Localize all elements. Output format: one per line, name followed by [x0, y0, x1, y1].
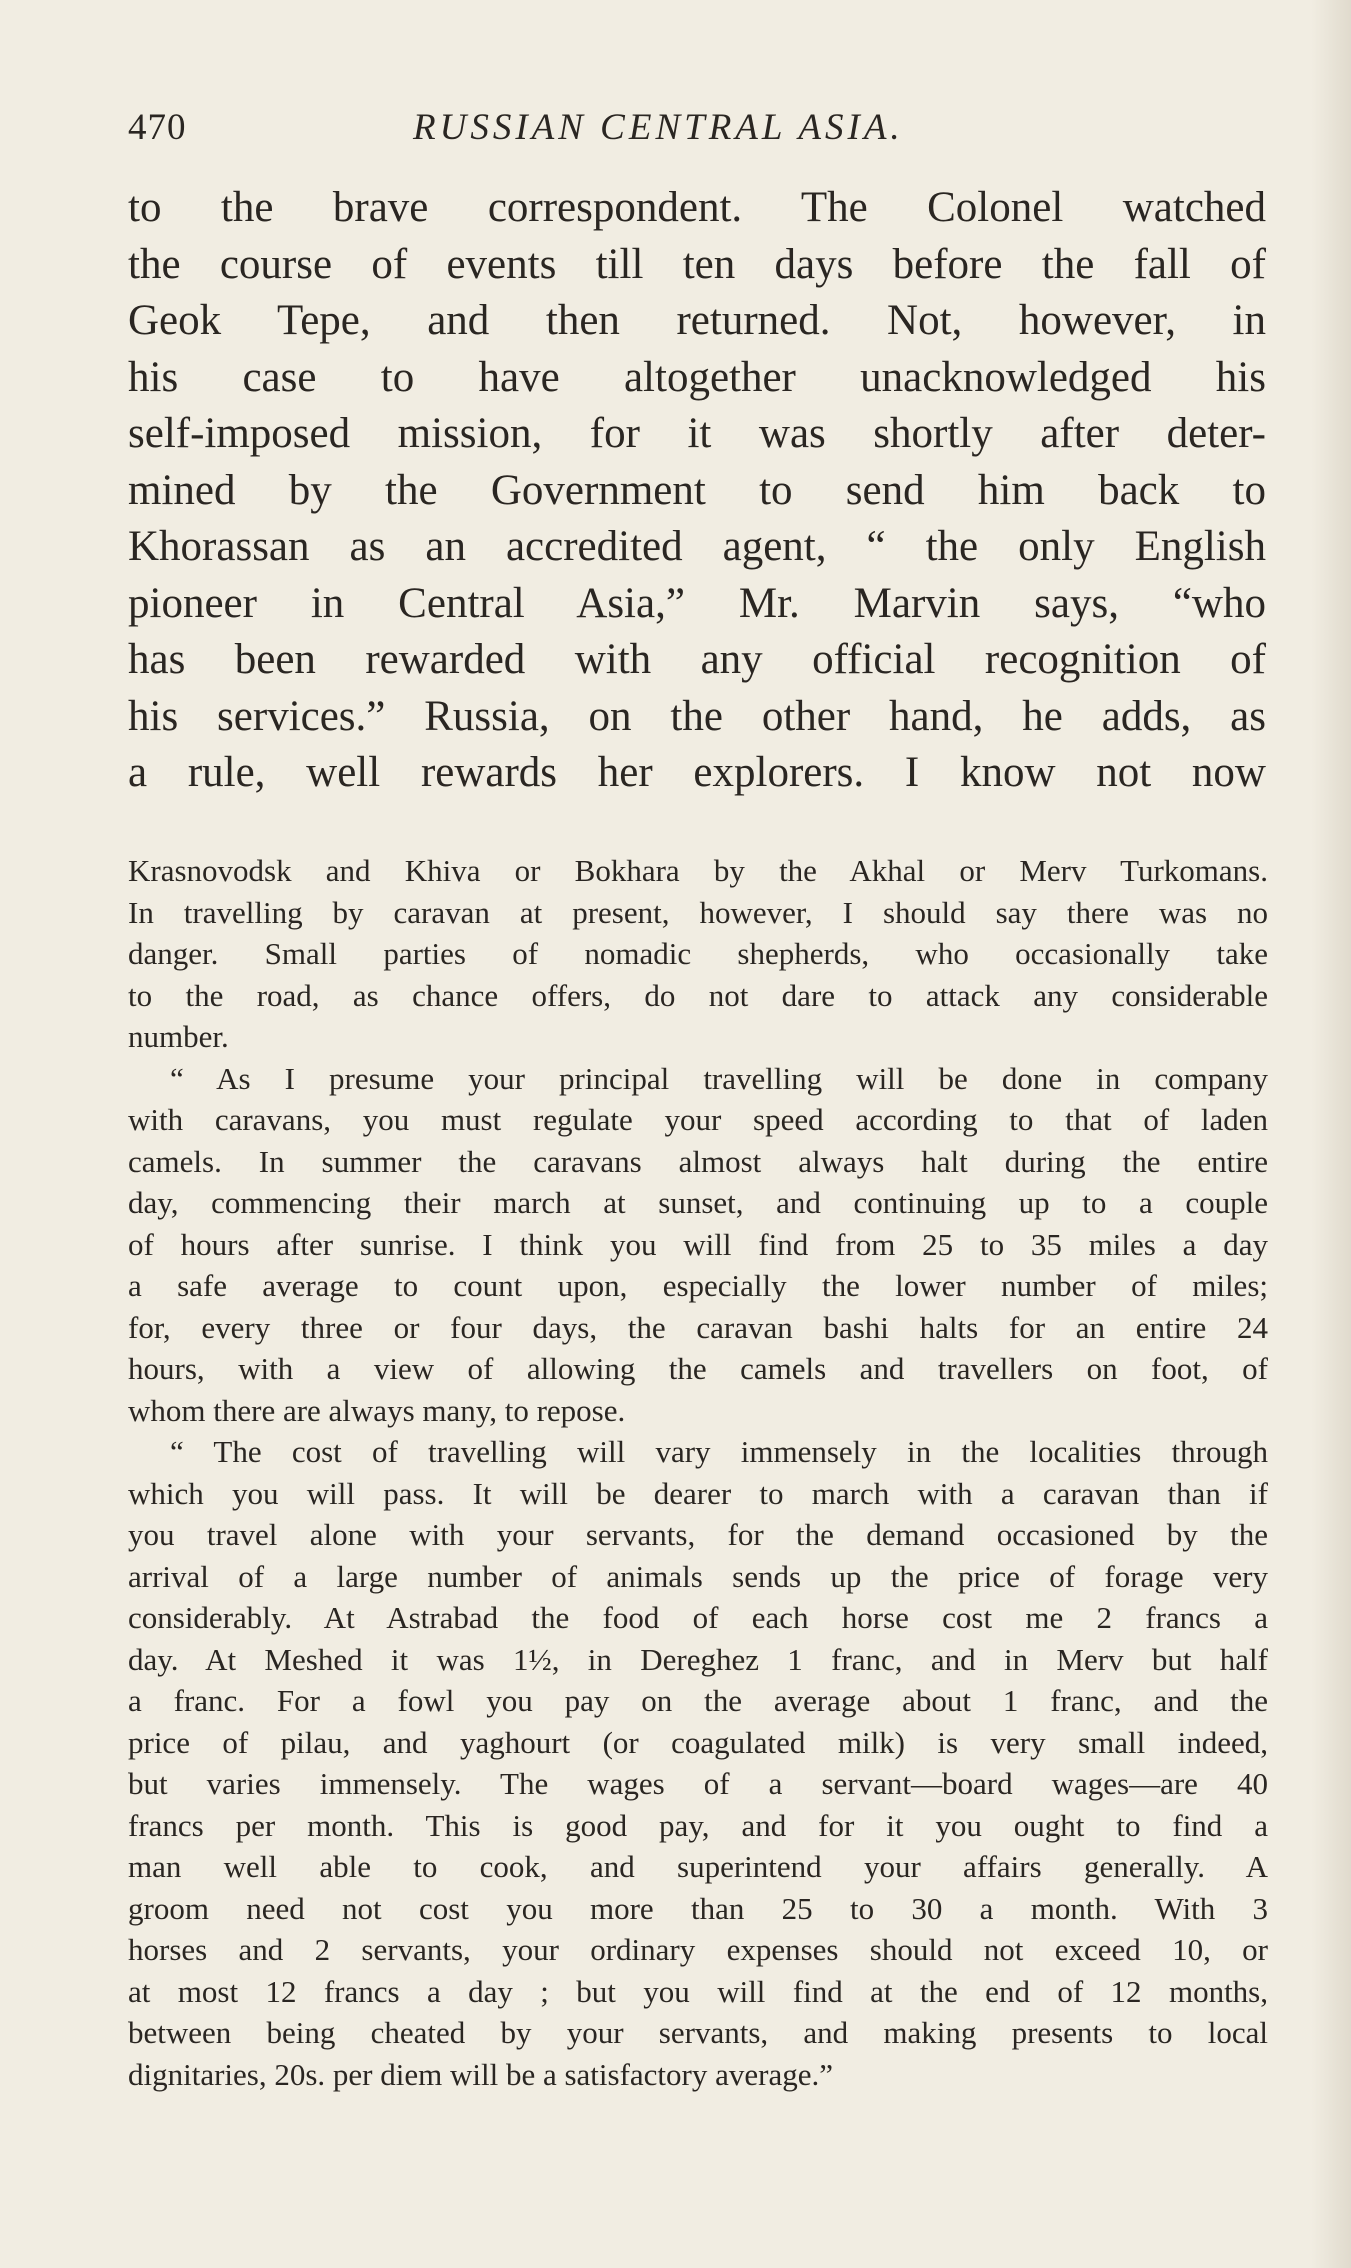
body-line: mined by the Government to send him back to: [128, 466, 1266, 514]
footnote-line: but varies immensely. The wages of a servant—board wages—are 40: [128, 1766, 1268, 1801]
footnote-line: between being cheated by your servants, and making presents to local: [128, 2015, 1268, 2050]
body-line: his services.” Russia, on the other hand, he adds, as: [128, 692, 1266, 740]
body-line: his case to have altogether unacknowledged his: [128, 353, 1266, 401]
body-line: pioneer in Central Asia,” Mr. Marvin says, “who: [128, 579, 1266, 627]
footnote-line: groom need not cost you more than 25 to 30 a month. With 3: [128, 1890, 1268, 1926]
footnote-line: “ As I presume your principal travelling will be done in company: [170, 1060, 1268, 1096]
footnote-line: which you will pass. It will be dearer to march with a caravan than if: [128, 1475, 1268, 1511]
body-line: a rule, well rewards her explorers. I know not now: [128, 749, 1266, 796]
footnote-block: [128, 850, 1268, 2095]
footnote-line: “ The cost of travelling will vary immensely in the localities through: [170, 1434, 1268, 1469]
footnote-line: for, every three or four days, the caravan bashi halts for an entire 24: [128, 1309, 1268, 1345]
footnote-line: price of pilau, and yaghourt (or coagulated milk) is very small indeed,: [128, 1724, 1268, 1760]
footnote-line: danger. Small parties of nomadic shepherds, who occasionally take: [128, 936, 1268, 971]
running-title: RUSSIAN CENTRAL ASIA.: [413, 107, 904, 148]
page-number: 470: [128, 107, 187, 148]
body-line: Geok Tepe, and then returned. Not, however, in: [128, 297, 1266, 344]
footnote-line: with caravans, you must regulate your speed according to that of laden: [128, 1102, 1268, 1137]
footnote-line: day, commencing their march at sunset, and continuing up to a couple: [128, 1185, 1268, 1220]
body-line: to the brave correspondent. The Colonel watched: [128, 184, 1266, 231]
footnote-line: whom there are always many, to repose.: [128, 1392, 626, 1428]
footnote-line: you travel alone with your servants, for the demand occasioned by the: [128, 1517, 1268, 1552]
footnote-line: hours, with a view of allowing the camels and travellers on foot, of: [128, 1351, 1268, 1386]
footnote-line: number.: [128, 1019, 229, 1054]
body-line: Khorassan as an accredited agent, “ the only English: [128, 523, 1266, 570]
footnote-line: at most 12 francs a day ; but you will find at the end of 12 months,: [128, 1973, 1268, 2009]
main-text: [128, 180, 1266, 802]
body-line: self-imposed mission, for it was shortly after deter-: [128, 410, 1266, 457]
body-line: has been rewarded with any official recognition of: [128, 636, 1266, 683]
footnote-line: francs per month. This is good pay, and for it you ought to find a: [128, 1807, 1268, 1843]
footnote-line: a safe average to count upon, especially the lower number of miles;: [128, 1268, 1268, 1303]
footnote-line: man well able to cook, and superintend your affairs generally. A: [128, 1849, 1268, 1884]
body-line: the course of events till ten days before the fall of: [128, 240, 1266, 288]
footnote-line: day. At Meshed it was 1½, in Dereghez 1 franc, and in Merv but half: [128, 1641, 1268, 1677]
footnote-line: In travelling by caravan at present, however, I should say there was no: [128, 894, 1268, 930]
running-head: [128, 106, 1268, 152]
footnote-line: horses and 2 servants, your ordinary expenses should not exceed 10, or: [128, 1932, 1268, 1967]
page-edge-shadow: [1311, 0, 1351, 2268]
footnote-line: to the road, as chance offers, do not dare to attack any considerable: [128, 977, 1268, 1013]
footnote-line: Krasnovodsk and Khiva or Bokhara by the Akhal or Merv Turkomans.: [128, 853, 1268, 888]
footnote-line: arrival of a large number of animals sends up the price of forage very: [128, 1558, 1268, 1594]
footnote-line: dignitaries, 20s. per diem will be a satisfactory average.”: [128, 2056, 833, 2092]
footnote-line: a franc. For a fowl you pay on the average about 1 franc, and the: [128, 1683, 1268, 1718]
footnote-line: camels. In summer the caravans almost always halt during the entire: [128, 1143, 1268, 1179]
footnote-line: considerably. At Astrabad the food of each horse cost me 2 francs a: [128, 1600, 1268, 1635]
footnote-line: of hours after sunrise. I think you will find from 25 to 35 miles a day: [128, 1226, 1268, 1262]
